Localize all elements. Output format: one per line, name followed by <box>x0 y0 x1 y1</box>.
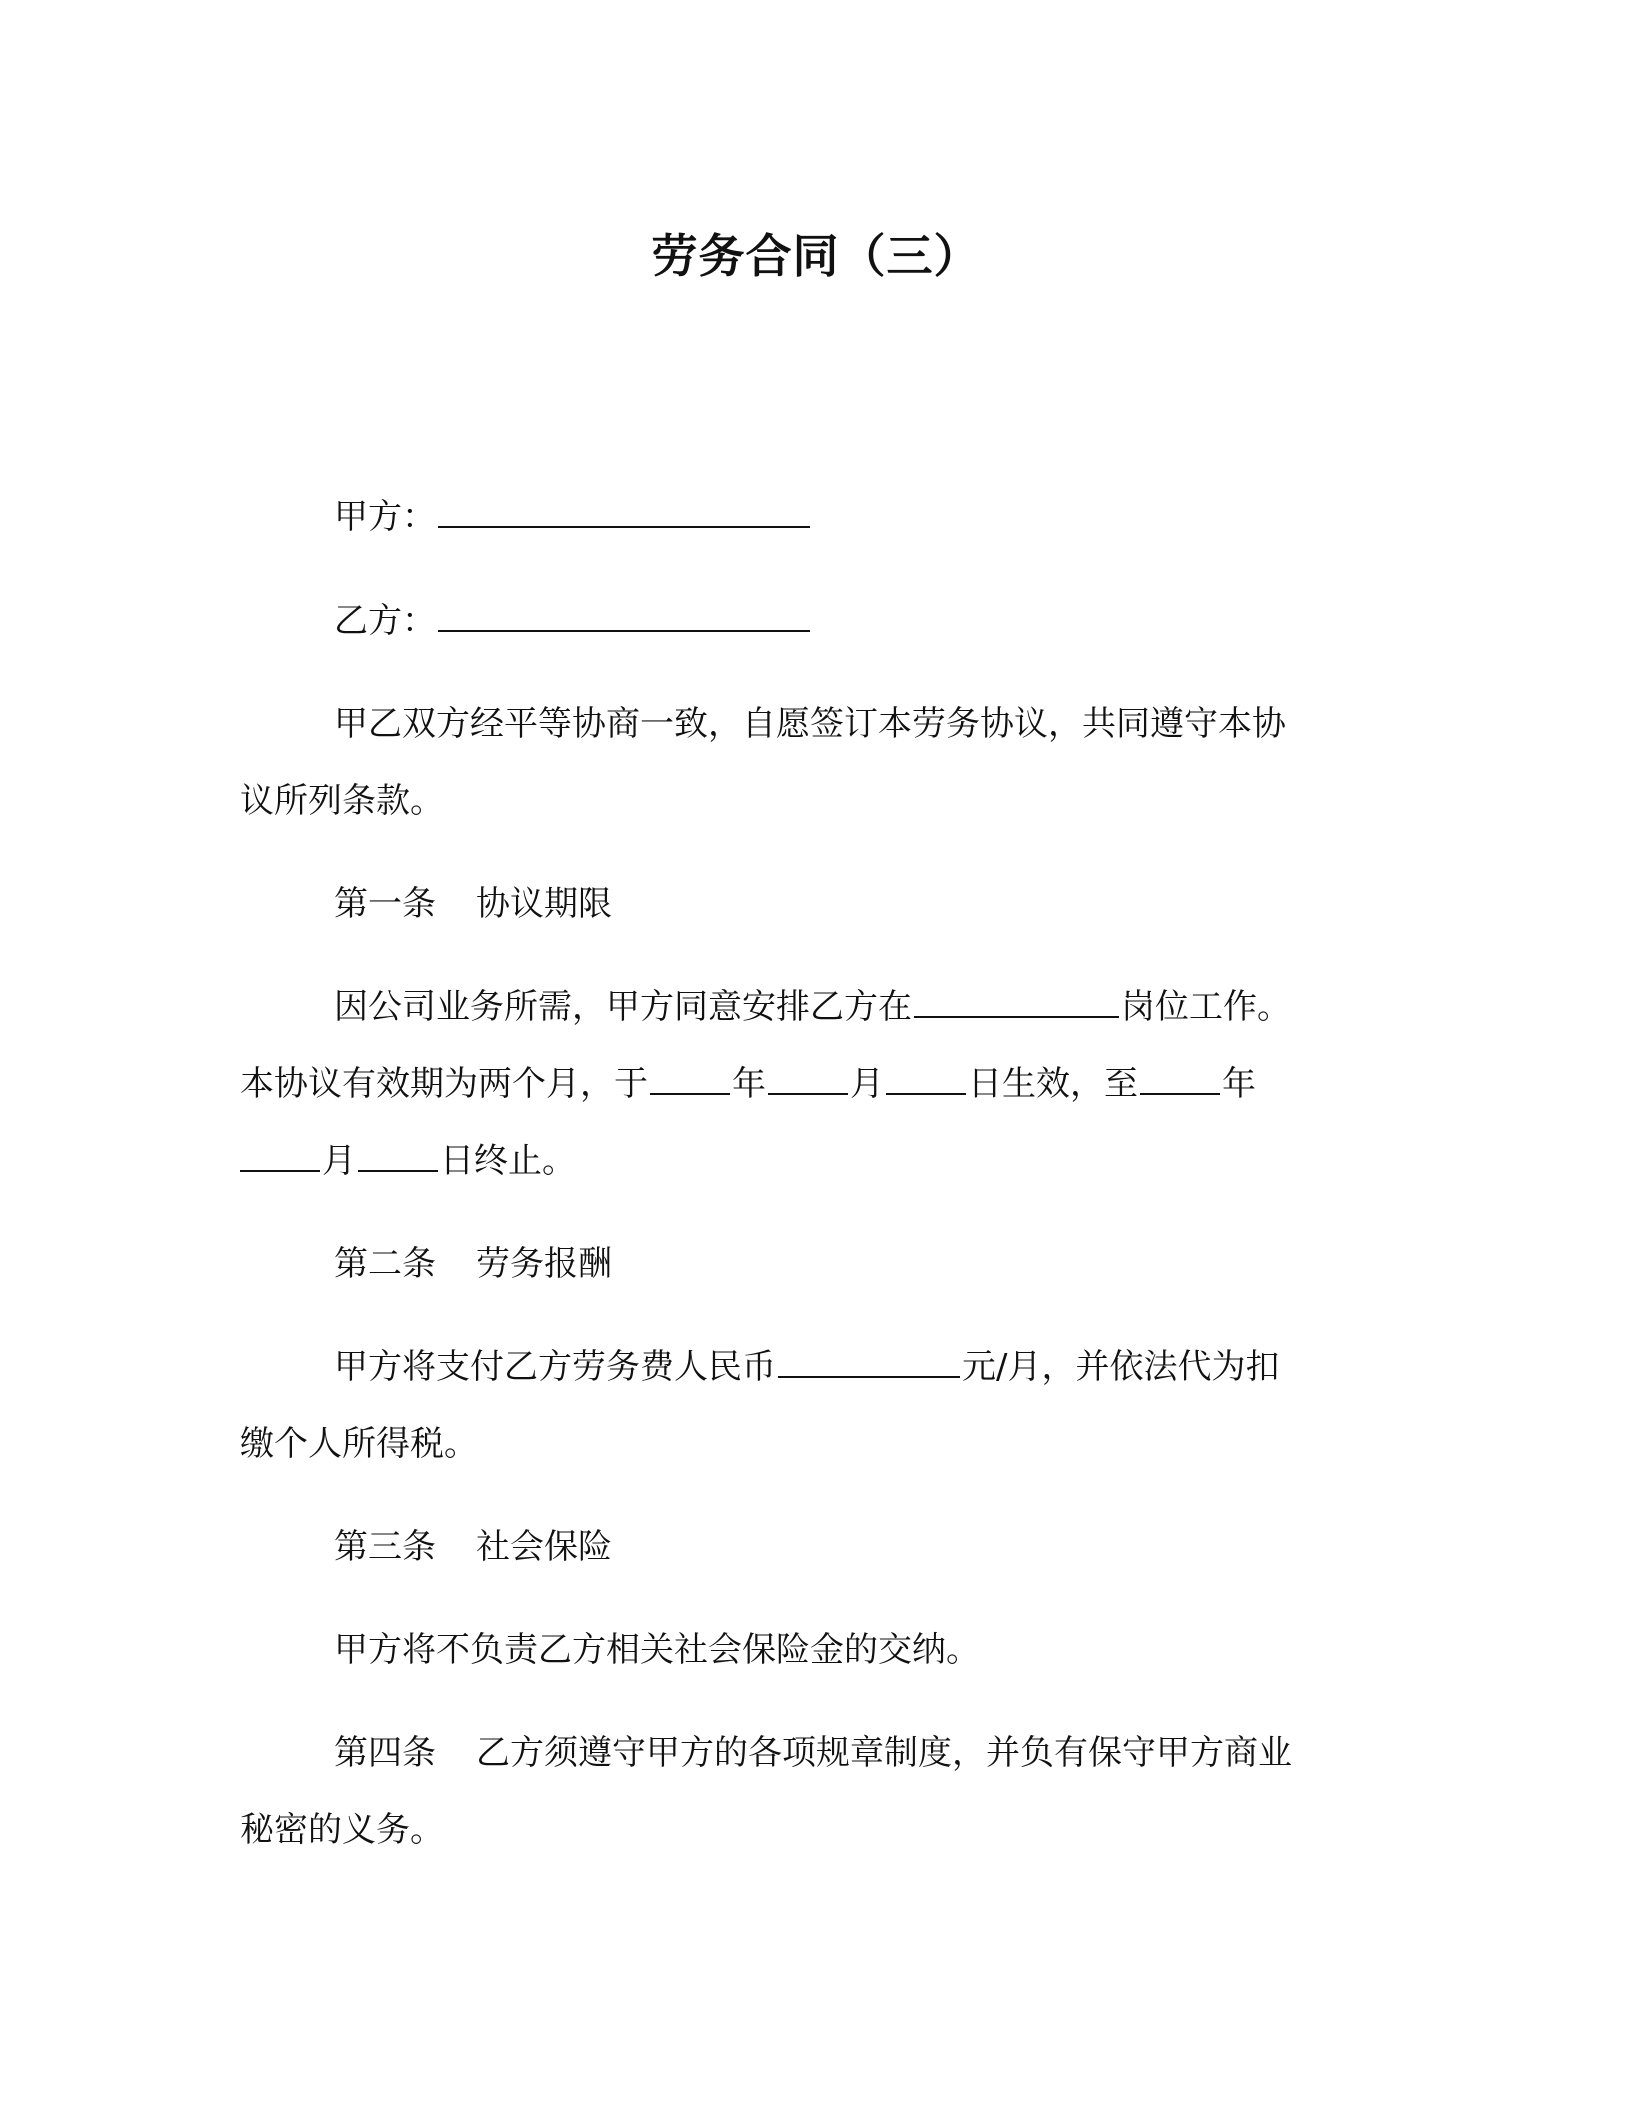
article-1-heading <box>334 882 612 926</box>
article-3-title: 社会保险 <box>476 1527 612 1567</box>
article-2-text: 元/月，并依法代为扣 <box>962 1347 1280 1387</box>
article-4-line-2: 秘密的义务。 <box>240 1810 444 1850</box>
article-1-text: 月 <box>850 1064 884 1104</box>
article-2-title: 劳务报酬 <box>476 1244 612 1284</box>
article-4-text: 乙方须遵守甲方的各项规章制度，并负有保守甲方商业 <box>476 1733 1292 1773</box>
article-4-number: 第四条 <box>334 1733 436 1773</box>
article-1-line-1 <box>334 985 1291 1029</box>
article-2-line-2: 缴个人所得税。 <box>240 1424 478 1464</box>
party-a-label: 甲方： <box>334 497 436 537</box>
document-title: 劳务合同（三） <box>651 229 981 283</box>
article-2-number: 第二条 <box>334 1244 436 1284</box>
intro-line-2: 议所列条款。 <box>240 781 444 821</box>
start-day-blank <box>886 1063 966 1095</box>
start-month-blank <box>768 1063 848 1095</box>
end-day-blank <box>358 1140 438 1172</box>
fee-blank <box>778 1346 960 1378</box>
article-1-text: 因公司业务所需，甲方同意安排乙方在 <box>334 987 912 1027</box>
intro-line-1: 甲乙双方经平等协商一致，自愿签订本劳务协议，共同遵守本协 <box>334 704 1286 744</box>
article-1-line-2 <box>240 1062 1256 1106</box>
end-year-blank <box>1140 1063 1220 1095</box>
article-2-heading <box>334 1242 612 1286</box>
article-3-number: 第三条 <box>334 1527 436 1567</box>
article-2-text: 甲方将支付乙方劳务费人民币 <box>334 1347 776 1387</box>
article-2-line-1 <box>334 1345 1279 1389</box>
article-4-line-1 <box>334 1731 1292 1775</box>
party-a-line <box>334 495 812 539</box>
article-1-text: 年 <box>1222 1064 1256 1104</box>
party-b-label: 乙方： <box>334 601 436 641</box>
party-b-blank <box>438 600 810 632</box>
article-1-text: 岗位工作。 <box>1121 987 1291 1027</box>
article-3-line-1: 甲方将不负责乙方相关社会保险金的交纳。 <box>334 1630 980 1670</box>
article-1-line-3 <box>240 1139 576 1183</box>
article-1-text: 月 <box>322 1141 356 1181</box>
article-1-text: 年 <box>732 1064 766 1104</box>
start-year-blank <box>650 1063 730 1095</box>
article-1-text: 日生效，至 <box>968 1064 1138 1104</box>
article-3-heading <box>334 1525 612 1569</box>
position-blank <box>914 986 1119 1018</box>
party-b-line <box>334 599 812 643</box>
end-month-blank <box>240 1140 320 1172</box>
party-a-blank <box>438 496 810 528</box>
article-1-number: 第一条 <box>334 884 436 924</box>
article-1-text: 日终止。 <box>440 1141 576 1181</box>
article-1-title: 协议期限 <box>476 884 612 924</box>
article-1-text: 本协议有效期为两个月，于 <box>240 1064 648 1104</box>
